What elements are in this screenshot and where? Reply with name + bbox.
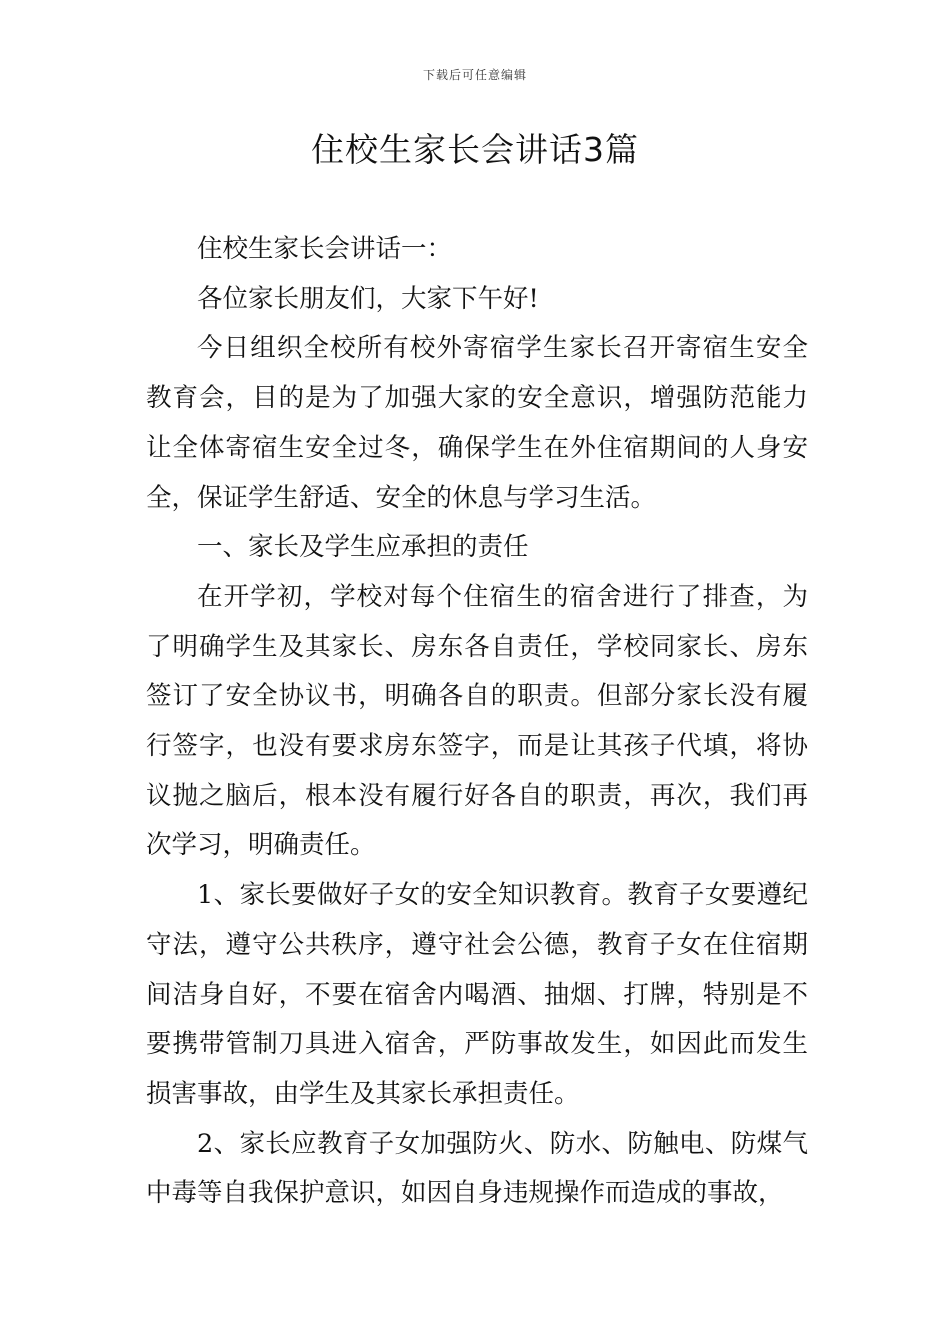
paragraph-agreement: 在开学初，学校对每个住宿生的宿舍进行了排查，为了明确学生及其家长、房东各自责任，学校同家长、房东签订了安全协议书，明确各自的职责。但部分家长没有履行签字，也没有要求房东签字，而是让其孩子代填，将协议抛之脑后，根本没有履行好各自的职责，再次，我们再次学习，明确责任。	[146, 581, 808, 861]
paragraph-item-1: 1、家长要做好子女的安全知识教育。教育子女要遵纪守法，遵守公共秩序，遵守社会公德，教育子女在住宿期间洁身自好，不要在宿舍内喝酒、抽烟、打牌，特别是不要携带管制刀具进入宿舍，严防事故发生，如因此而发生损害事故，由学生及其家长承担责任。	[146, 880, 808, 1109]
paragraph-greeting: 各位家长朋友们，大家下午好!	[197, 283, 539, 314]
paragraph-salutation-heading: 住校生家长会讲话一：	[197, 234, 453, 264]
page-header-note: 下载后可任意编辑	[422, 68, 527, 82]
document-body	[146, 225, 808, 1219]
paragraph-intro: 今日组织全校所有校外寄宿学生家长召开寄宿生安全教育会，目的是为了加强大家的安全意识，增强防范能力让全体寄宿生安全过冬，确保学生在外住宿期间的人身安全，保证学生舒适、安全的休息与学习生活。	[146, 333, 808, 513]
document-title: 住校生家长会讲话3篇	[311, 130, 639, 169]
section-heading-responsibilities: 一、家长及学生应承担的责任	[197, 532, 529, 563]
paragraph-item-2: 2、家长应教育子女加强防火、防水、防触电、防煤气中毒等自我保护意识，如因自身违规操作而造成的事故，	[146, 1128, 808, 1209]
